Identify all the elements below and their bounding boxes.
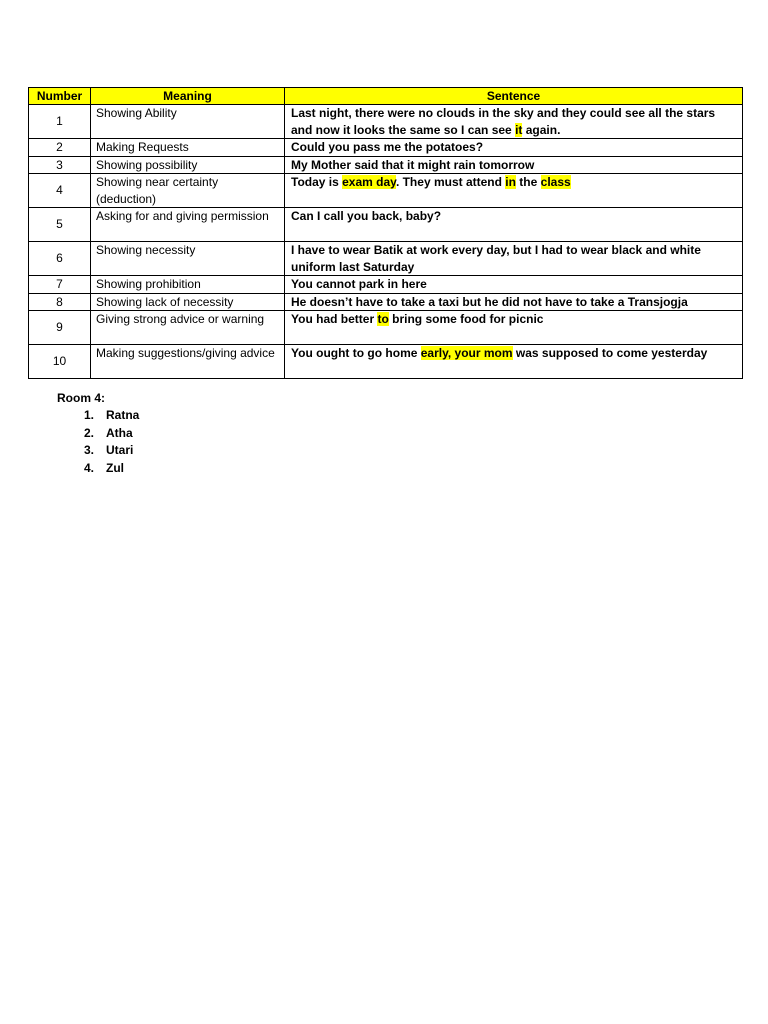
sentence-text: My Mother said that it might rain tomorrow bbox=[291, 157, 535, 172]
sentence-text: the bbox=[515, 175, 541, 189]
row-number: 3 bbox=[29, 156, 91, 174]
sentence-text: Could you pass me the potatoes? bbox=[291, 140, 484, 154]
highlighted-text: it bbox=[515, 122, 523, 137]
table-row bbox=[29, 242, 743, 276]
room-member-item bbox=[84, 425, 139, 443]
highlighted-text: exam day bbox=[342, 175, 396, 189]
table-row bbox=[29, 276, 743, 294]
sentence-text: Can I call you back, baby? bbox=[291, 209, 442, 223]
sentence-text: was supposed to come yesterday bbox=[512, 346, 708, 360]
row-sentence bbox=[285, 156, 743, 174]
row-meaning: Showing necessity bbox=[91, 242, 285, 276]
row-sentence bbox=[285, 311, 743, 345]
list-number: 1. bbox=[84, 408, 95, 422]
table-row bbox=[29, 139, 743, 157]
room-title: Room 4: bbox=[57, 391, 105, 405]
row-meaning: Making Requests bbox=[91, 139, 285, 157]
list-number: 2. bbox=[84, 425, 95, 440]
room-member-item bbox=[84, 407, 139, 425]
header-sentence: Sentence bbox=[285, 88, 743, 105]
row-number: 8 bbox=[29, 293, 91, 311]
row-meaning: Showing near certainty (deduction) bbox=[91, 174, 285, 208]
table-body bbox=[29, 105, 743, 379]
row-sentence bbox=[285, 276, 743, 294]
highlighted-text: early, your mom bbox=[420, 346, 513, 360]
header-meaning: Meaning bbox=[91, 88, 285, 105]
table-header-row bbox=[29, 88, 743, 105]
row-sentence bbox=[285, 293, 743, 311]
sentence-text: Today is bbox=[291, 175, 343, 189]
member-name: Utari bbox=[106, 443, 134, 458]
modals-table bbox=[28, 87, 743, 379]
sentence-text: again. bbox=[522, 122, 561, 137]
sentence-text: He doesn’t have to take a taxi but he did not have to take a Transjogja bbox=[291, 294, 688, 309]
member-name: Ratna bbox=[106, 408, 140, 422]
row-meaning: Showing possibility bbox=[91, 156, 285, 174]
sentence-text: . They must attend bbox=[395, 175, 506, 189]
sentence-text: bring some food for picnic bbox=[388, 312, 544, 326]
row-number: 9 bbox=[29, 311, 91, 345]
row-sentence bbox=[285, 345, 743, 379]
sentence-text: I have to wear Batik at work every day, but I had to wear black and white uniform last Saturday bbox=[291, 243, 701, 274]
sentence-text: You cannot park in here bbox=[291, 277, 427, 291]
row-number: 5 bbox=[29, 208, 91, 242]
member-name: Zul bbox=[106, 461, 124, 476]
table-row bbox=[29, 174, 743, 208]
row-sentence bbox=[285, 208, 743, 242]
row-meaning: Asking for and giving permission bbox=[91, 208, 285, 242]
table-row bbox=[29, 293, 743, 311]
highlighted-text: to bbox=[377, 312, 389, 326]
row-sentence bbox=[285, 174, 743, 208]
row-number: 1 bbox=[29, 105, 91, 139]
row-meaning: Showing prohibition bbox=[91, 276, 285, 294]
table-row bbox=[29, 311, 743, 345]
table-row bbox=[29, 156, 743, 174]
sentence-text: You ought to go home bbox=[291, 346, 421, 360]
row-meaning: Giving strong advice or warning bbox=[91, 311, 285, 345]
table-row bbox=[29, 208, 743, 242]
row-number: 7 bbox=[29, 276, 91, 294]
room-member-item bbox=[84, 442, 139, 460]
highlighted-text: in bbox=[505, 175, 516, 189]
list-number: 3. bbox=[84, 443, 95, 458]
list-number: 4. bbox=[84, 461, 95, 476]
row-number: 4 bbox=[29, 174, 91, 208]
table-row bbox=[29, 345, 743, 379]
row-meaning: Showing lack of necessity bbox=[91, 293, 285, 311]
room-member-item bbox=[84, 460, 139, 478]
row-meaning: Making suggestions/giving advice bbox=[91, 345, 285, 379]
sentence-text: You had better bbox=[291, 312, 378, 326]
member-name: Atha bbox=[106, 425, 133, 440]
highlighted-text: class bbox=[540, 175, 571, 189]
row-number: 10 bbox=[29, 345, 91, 379]
sentence-text: Last night, there were no clouds in the sky and they could see all the stars and now it looks the same so I can see bbox=[291, 106, 716, 137]
table-row bbox=[29, 105, 743, 139]
row-meaning: Showing Ability bbox=[91, 105, 285, 139]
row-number: 2 bbox=[29, 139, 91, 157]
row-sentence bbox=[285, 105, 743, 139]
row-sentence bbox=[285, 139, 743, 157]
room-member-list bbox=[84, 407, 139, 478]
row-sentence bbox=[285, 242, 743, 276]
header-number: Number bbox=[29, 88, 91, 105]
row-number: 6 bbox=[29, 242, 91, 276]
